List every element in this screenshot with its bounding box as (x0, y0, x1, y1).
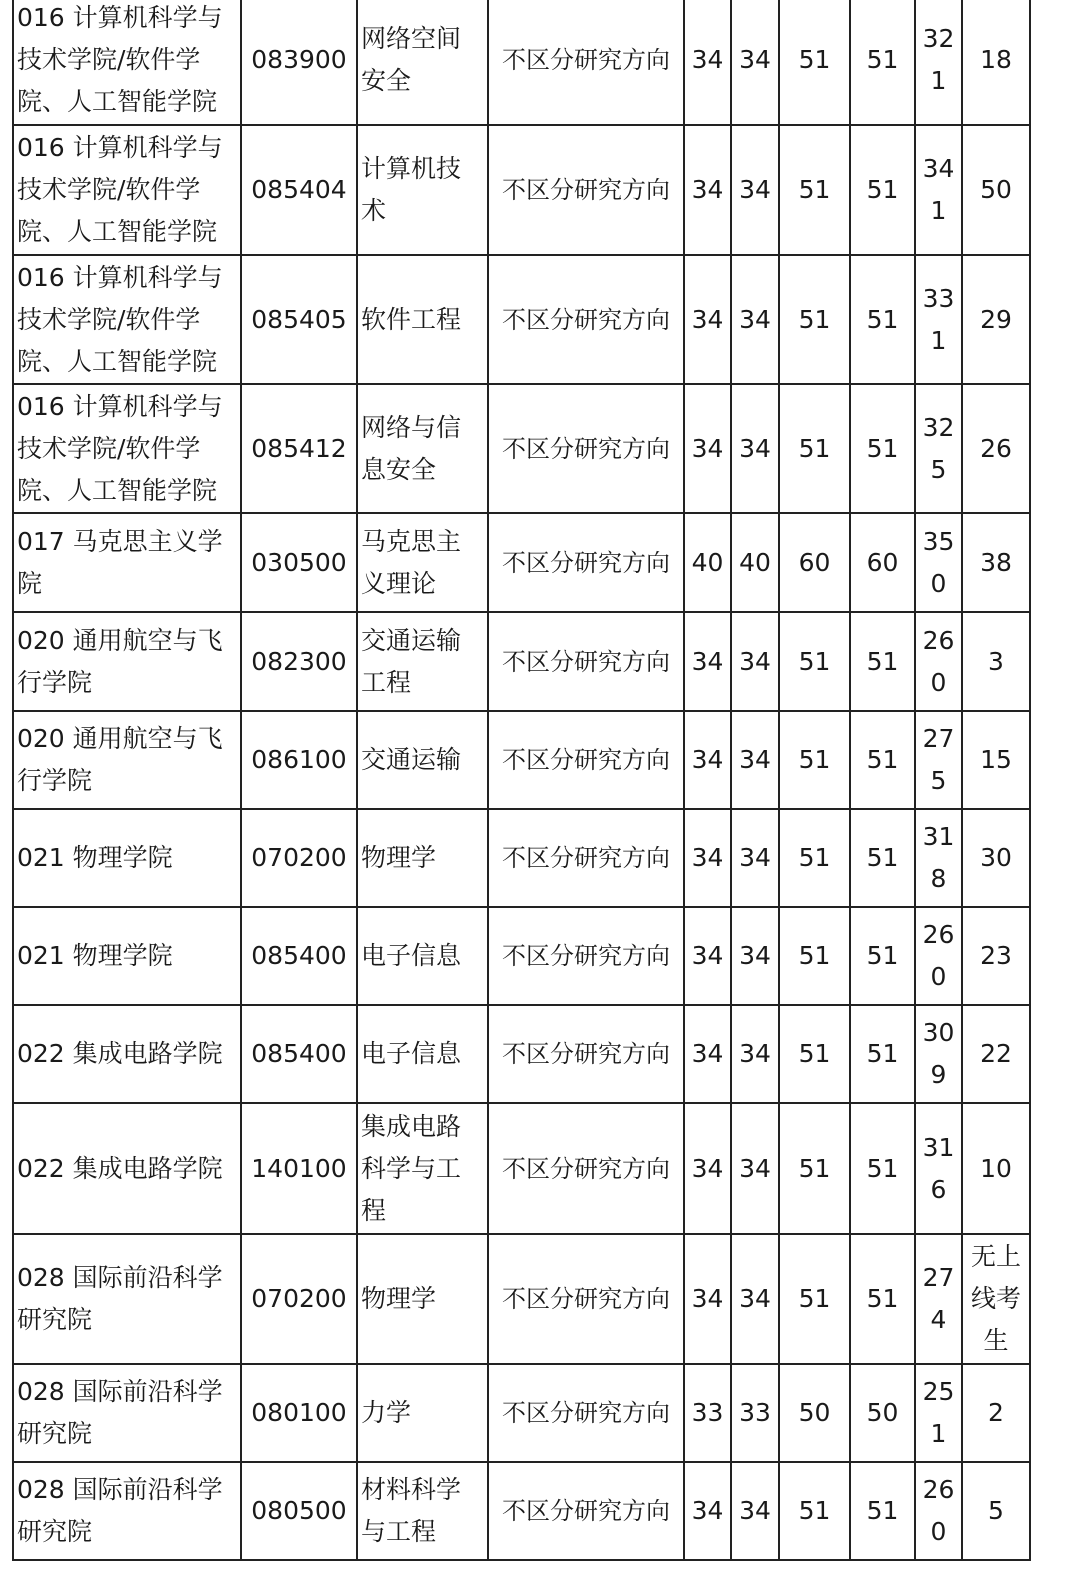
table-row (13, 612, 1030, 711)
college-cell: 028 国际前沿科学研究院 (13, 1234, 241, 1364)
major-code-cell: 082300 (241, 612, 357, 711)
subject4-score-cell: 51 (850, 1462, 915, 1560)
major-code-cell: 070200 (241, 1234, 357, 1364)
major-name-cell: 力学 (357, 1364, 488, 1462)
major-name-cell: 材料科学与工程 (357, 1462, 488, 1560)
college-cell: 020 通用航空与飞行学院 (13, 612, 241, 711)
major-code-cell: 140100 (241, 1103, 357, 1234)
enrollment-cell: 30 (962, 809, 1030, 907)
subject1-score-cell: 34 (684, 1005, 731, 1103)
research-direction-cell: 不区分研究方向 (488, 384, 684, 513)
subject4-score-cell: 51 (850, 0, 915, 125)
total-score-cell: 325 (915, 384, 962, 513)
total-score-cell: 260 (915, 1462, 962, 1560)
subject3-score-cell: 51 (779, 255, 850, 384)
college-cell: 017 马克思主义学院 (13, 513, 241, 612)
subject3-score-cell: 60 (779, 513, 850, 612)
subject1-score-cell: 34 (684, 1462, 731, 1560)
subject2-score-cell: 34 (731, 1234, 779, 1364)
college-cell: 021 物理学院 (13, 907, 241, 1005)
research-direction-cell: 不区分研究方向 (488, 255, 684, 384)
major-name-cell: 集成电路科学与工程 (357, 1103, 488, 1234)
subject2-score-cell: 34 (731, 907, 779, 1005)
enrollment-cell: 18 (962, 0, 1030, 125)
college-cell: 021 物理学院 (13, 809, 241, 907)
enrollment-cell: 10 (962, 1103, 1030, 1234)
subject1-score-cell: 34 (684, 255, 731, 384)
table-row (13, 809, 1030, 907)
major-code-cell: 070200 (241, 809, 357, 907)
subject4-score-cell: 51 (850, 907, 915, 1005)
college-cell: 028 国际前沿科学研究院 (13, 1364, 241, 1462)
enrollment-cell: 26 (962, 384, 1030, 513)
subject1-score-cell: 34 (684, 0, 731, 125)
table-row (13, 1234, 1030, 1364)
research-direction-cell: 不区分研究方向 (488, 711, 684, 809)
subject2-score-cell: 34 (731, 612, 779, 711)
research-direction-cell: 不区分研究方向 (488, 1005, 684, 1103)
subject4-score-cell: 51 (850, 711, 915, 809)
major-code-cell: 085400 (241, 907, 357, 1005)
research-direction-cell: 不区分研究方向 (488, 907, 684, 1005)
subject2-score-cell: 34 (731, 1005, 779, 1103)
subject3-score-cell: 51 (779, 612, 850, 711)
subject3-score-cell: 51 (779, 907, 850, 1005)
major-name-cell: 马克思主义理论 (357, 513, 488, 612)
college-cell: 016 计算机科学与技术学院/软件学院、人工智能学院 (13, 125, 241, 255)
table-row (13, 0, 1030, 125)
subject4-score-cell: 51 (850, 1103, 915, 1234)
major-name-cell: 物理学 (357, 1234, 488, 1364)
subject2-score-cell: 34 (731, 0, 779, 125)
subject2-score-cell: 34 (731, 384, 779, 513)
subject3-score-cell: 51 (779, 384, 850, 513)
enrollment-cell: 50 (962, 125, 1030, 255)
subject4-score-cell: 51 (850, 1005, 915, 1103)
score-table (12, 0, 1031, 1561)
subject4-score-cell: 51 (850, 612, 915, 711)
major-name-cell: 网络与信息安全 (357, 384, 488, 513)
college-cell: 022 集成电路学院 (13, 1005, 241, 1103)
enrollment-cell: 23 (962, 907, 1030, 1005)
enrollment-cell: 3 (962, 612, 1030, 711)
subject3-score-cell: 51 (779, 0, 850, 125)
research-direction-cell: 不区分研究方向 (488, 612, 684, 711)
enrollment-cell: 5 (962, 1462, 1030, 1560)
major-code-cell: 085412 (241, 384, 357, 513)
major-code-cell: 085400 (241, 1005, 357, 1103)
total-score-cell: 341 (915, 125, 962, 255)
total-score-cell: 321 (915, 0, 962, 125)
subject3-score-cell: 51 (779, 1005, 850, 1103)
table-body (13, 0, 1030, 1560)
subject1-score-cell: 34 (684, 1234, 731, 1364)
research-direction-cell: 不区分研究方向 (488, 1462, 684, 1560)
subject2-score-cell: 34 (731, 1103, 779, 1234)
total-score-cell: 251 (915, 1364, 962, 1462)
enrollment-cell: 29 (962, 255, 1030, 384)
total-score-cell: 318 (915, 809, 962, 907)
table-row (13, 1462, 1030, 1560)
total-score-cell: 260 (915, 907, 962, 1005)
subject1-score-cell: 34 (684, 1103, 731, 1234)
subject2-score-cell: 33 (731, 1364, 779, 1462)
subject1-score-cell: 34 (684, 907, 731, 1005)
major-code-cell: 030500 (241, 513, 357, 612)
subject4-score-cell: 60 (850, 513, 915, 612)
total-score-cell: 350 (915, 513, 962, 612)
major-name-cell: 物理学 (357, 809, 488, 907)
total-score-cell: 331 (915, 255, 962, 384)
subject4-score-cell: 50 (850, 1364, 915, 1462)
subject4-score-cell: 51 (850, 255, 915, 384)
subject1-score-cell: 40 (684, 513, 731, 612)
research-direction-cell: 不区分研究方向 (488, 1103, 684, 1234)
subject1-score-cell: 33 (684, 1364, 731, 1462)
subject2-score-cell: 34 (731, 809, 779, 907)
college-cell: 016 计算机科学与技术学院/软件学院、人工智能学院 (13, 384, 241, 513)
subject3-score-cell: 51 (779, 1103, 850, 1234)
subject2-score-cell: 34 (731, 711, 779, 809)
major-name-cell: 电子信息 (357, 1005, 488, 1103)
college-cell: 022 集成电路学院 (13, 1103, 241, 1234)
subject2-score-cell: 34 (731, 1462, 779, 1560)
major-name-cell: 电子信息 (357, 907, 488, 1005)
subject1-score-cell: 34 (684, 384, 731, 513)
college-cell: 028 国际前沿科学研究院 (13, 1462, 241, 1560)
total-score-cell: 260 (915, 612, 962, 711)
college-cell: 020 通用航空与飞行学院 (13, 711, 241, 809)
total-score-cell: 309 (915, 1005, 962, 1103)
enrollment-cell: 15 (962, 711, 1030, 809)
subject4-score-cell: 51 (850, 125, 915, 255)
research-direction-cell: 不区分研究方向 (488, 125, 684, 255)
table-row (13, 711, 1030, 809)
major-code-cell: 085405 (241, 255, 357, 384)
major-name-cell: 交通运输工程 (357, 612, 488, 711)
enrollment-cell: 38 (962, 513, 1030, 612)
table-row (13, 1103, 1030, 1234)
subject3-score-cell: 50 (779, 1364, 850, 1462)
subject2-score-cell: 40 (731, 513, 779, 612)
subject2-score-cell: 34 (731, 255, 779, 384)
table-row (13, 384, 1030, 513)
total-score-cell: 274 (915, 1234, 962, 1364)
enrollment-cell: 无上线考生 (962, 1234, 1030, 1364)
subject1-score-cell: 34 (684, 612, 731, 711)
table-row (13, 1005, 1030, 1103)
subject3-score-cell: 51 (779, 125, 850, 255)
research-direction-cell: 不区分研究方向 (488, 809, 684, 907)
table-row (13, 1364, 1030, 1462)
major-code-cell: 080500 (241, 1462, 357, 1560)
subject1-score-cell: 34 (684, 809, 731, 907)
table-row (13, 513, 1030, 612)
table-row (13, 907, 1030, 1005)
major-code-cell: 083900 (241, 0, 357, 125)
subject3-score-cell: 51 (779, 1462, 850, 1560)
subject4-score-cell: 51 (850, 384, 915, 513)
subject3-score-cell: 51 (779, 1234, 850, 1364)
major-code-cell: 085404 (241, 125, 357, 255)
major-code-cell: 080100 (241, 1364, 357, 1462)
total-score-cell: 316 (915, 1103, 962, 1234)
table-row (13, 125, 1030, 255)
enrollment-cell: 22 (962, 1005, 1030, 1103)
research-direction-cell: 不区分研究方向 (488, 1234, 684, 1364)
research-direction-cell: 不区分研究方向 (488, 1364, 684, 1462)
major-name-cell: 网络空间安全 (357, 0, 488, 125)
major-name-cell: 软件工程 (357, 255, 488, 384)
major-name-cell: 计算机技术 (357, 125, 488, 255)
major-name-cell: 交通运输 (357, 711, 488, 809)
major-code-cell: 086100 (241, 711, 357, 809)
research-direction-cell: 不区分研究方向 (488, 513, 684, 612)
subject4-score-cell: 51 (850, 809, 915, 907)
enrollment-cell: 2 (962, 1364, 1030, 1462)
total-score-cell: 275 (915, 711, 962, 809)
subject1-score-cell: 34 (684, 711, 731, 809)
college-cell: 016 计算机科学与技术学院/软件学院、人工智能学院 (13, 0, 241, 125)
subject4-score-cell: 51 (850, 1234, 915, 1364)
table-row (13, 255, 1030, 384)
subject3-score-cell: 51 (779, 809, 850, 907)
subject3-score-cell: 51 (779, 711, 850, 809)
subject2-score-cell: 34 (731, 125, 779, 255)
subject1-score-cell: 34 (684, 125, 731, 255)
college-cell: 016 计算机科学与技术学院/软件学院、人工智能学院 (13, 255, 241, 384)
research-direction-cell: 不区分研究方向 (488, 0, 684, 125)
